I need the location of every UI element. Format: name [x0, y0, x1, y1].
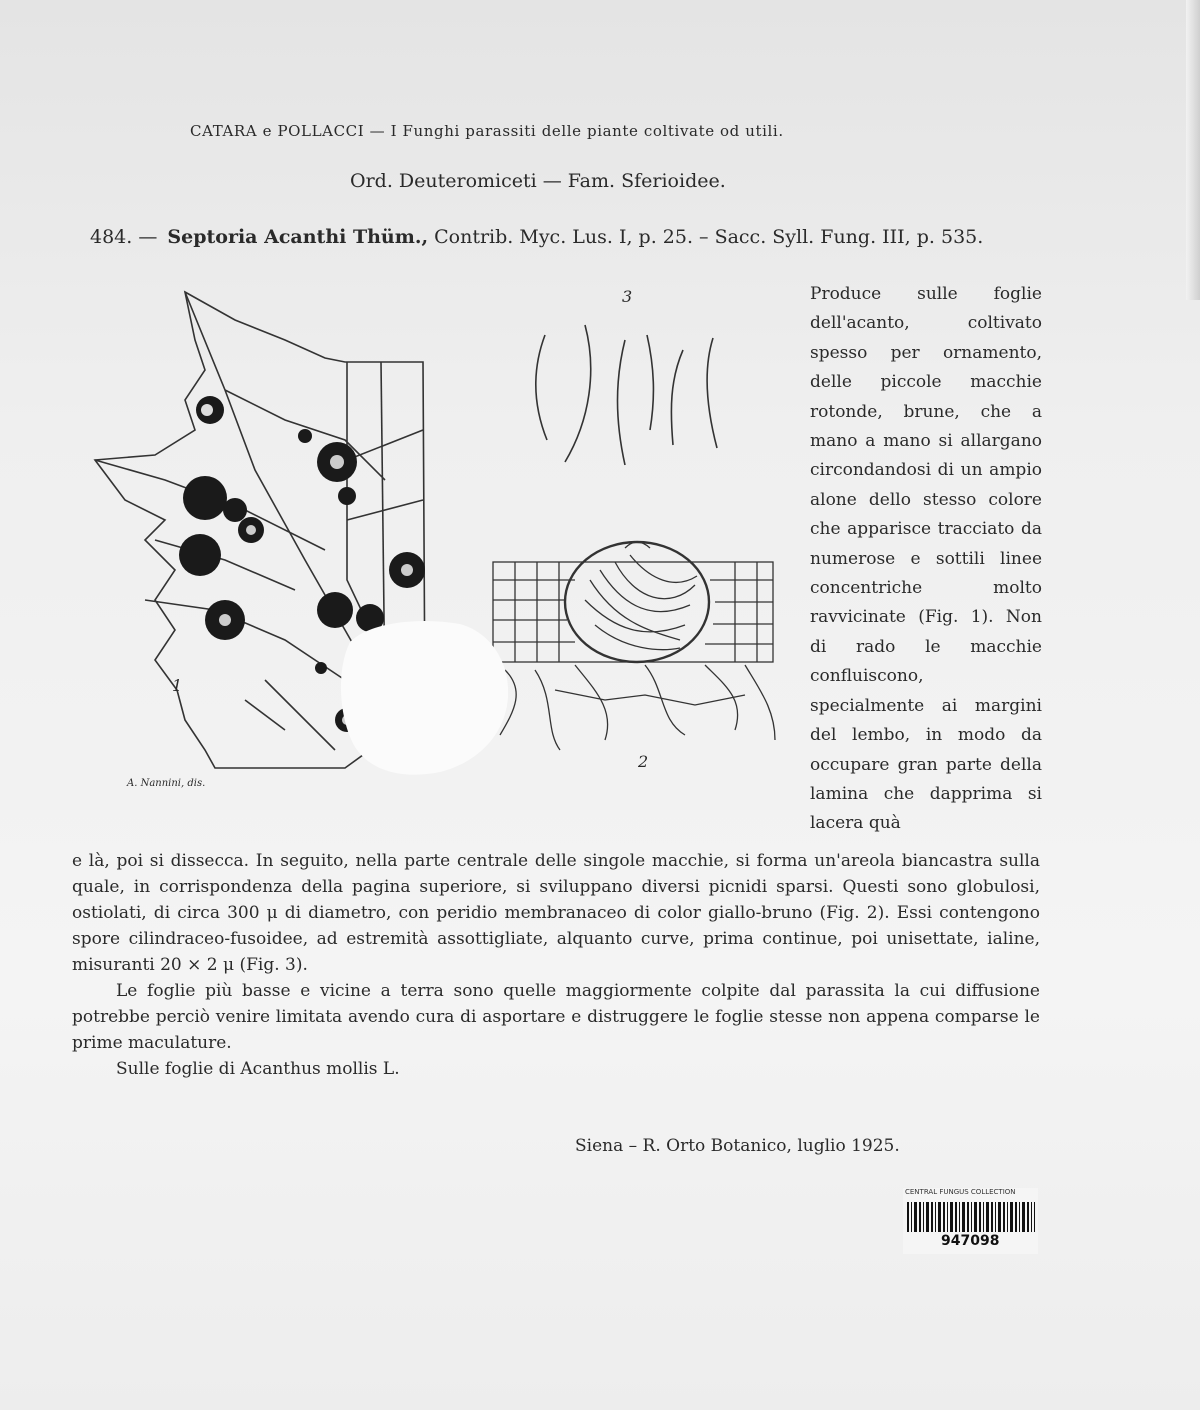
pycnidium-figure	[493, 542, 775, 750]
illustrator-credit: A. Nannini, dis.	[127, 778, 206, 789]
collection-location-date: Siena – R. Orto Botanico, luglio 1925.	[575, 1136, 900, 1156]
figure-label-2: 2	[638, 752, 649, 771]
barcode-header: CENTRAL FUNGUS COLLECTION	[905, 1188, 1016, 1196]
running-head: CATARA e POLLACCI — I Funghi parassiti delle piante coltivate od utili.	[190, 122, 784, 140]
species-name: Septoria Acanthi Thüm.,	[167, 226, 429, 248]
figure-label-1: 1	[172, 676, 183, 695]
host-note: Sulle foglie di Acanthus mollis L.	[116, 1059, 400, 1079]
species-number: 484. —	[90, 226, 158, 248]
spores-figure	[536, 325, 717, 465]
page-edge	[1186, 0, 1200, 300]
description-side-column: Produce sulle foglie dell'acanto, coltivato spesso per ornamento, delle piccole macchie rotonde, brune, che a mano a mano si allargano circondandosi di un ampio alone dello stesso colore che apparisce tracciato da numerose e sottili linee concentriche molto ravvicinate (Fig. 1). Non di rado le macchie confluiscono, specialmente ai margini del lembo, in modo da occupare gran parte della lamina che dapprima si lacera quà	[810, 284, 1042, 834]
torn-paper-patch	[330, 612, 520, 782]
description-body	[72, 848, 1040, 1082]
order-family-line: Ord. Deuteromiceti — Fam. Sferioidee.	[350, 170, 726, 192]
body-paragraph-1: e là, poi si dissecca. In seguito, nella parte centrale delle singole macchie, si forma un'areola biancastra sulla quale, in corrispondenza della pagina superiore, si sviluppano diversi picnidi sparsi. Questi sono globulosi, ostiolati, di circa 300 μ di diametro, con peridio membranaceo di color giallo-bruno (Fig. 2). Essi contengono spore cilindraceo-fusoidee, ad estremità assottigliate, alquanto curve, prima continue, poi unisettate, ialine, misuranti 20 × 2 μ (Fig. 3).	[72, 851, 1040, 975]
species-heading	[90, 226, 1070, 248]
species-citation: Contrib. Myc. Lus. I, p. 25. – Sacc. Syll. Fung. III, p. 535.	[434, 226, 984, 248]
barcode-icon	[907, 1202, 1035, 1232]
barcode-number: 947098	[941, 1233, 1000, 1249]
specimen-barcode-label	[903, 1188, 1038, 1254]
figure-label-3: 3	[622, 287, 633, 306]
body-paragraph-2: Le foglie più basse e vicine a terra sono quelle maggiormente colpite dal parassita la cui diffusione potrebbe perciò venire limitata avendo cura di asportare e distruggere le foglie stesse non appena comparse le prime maculature.	[72, 981, 1040, 1053]
